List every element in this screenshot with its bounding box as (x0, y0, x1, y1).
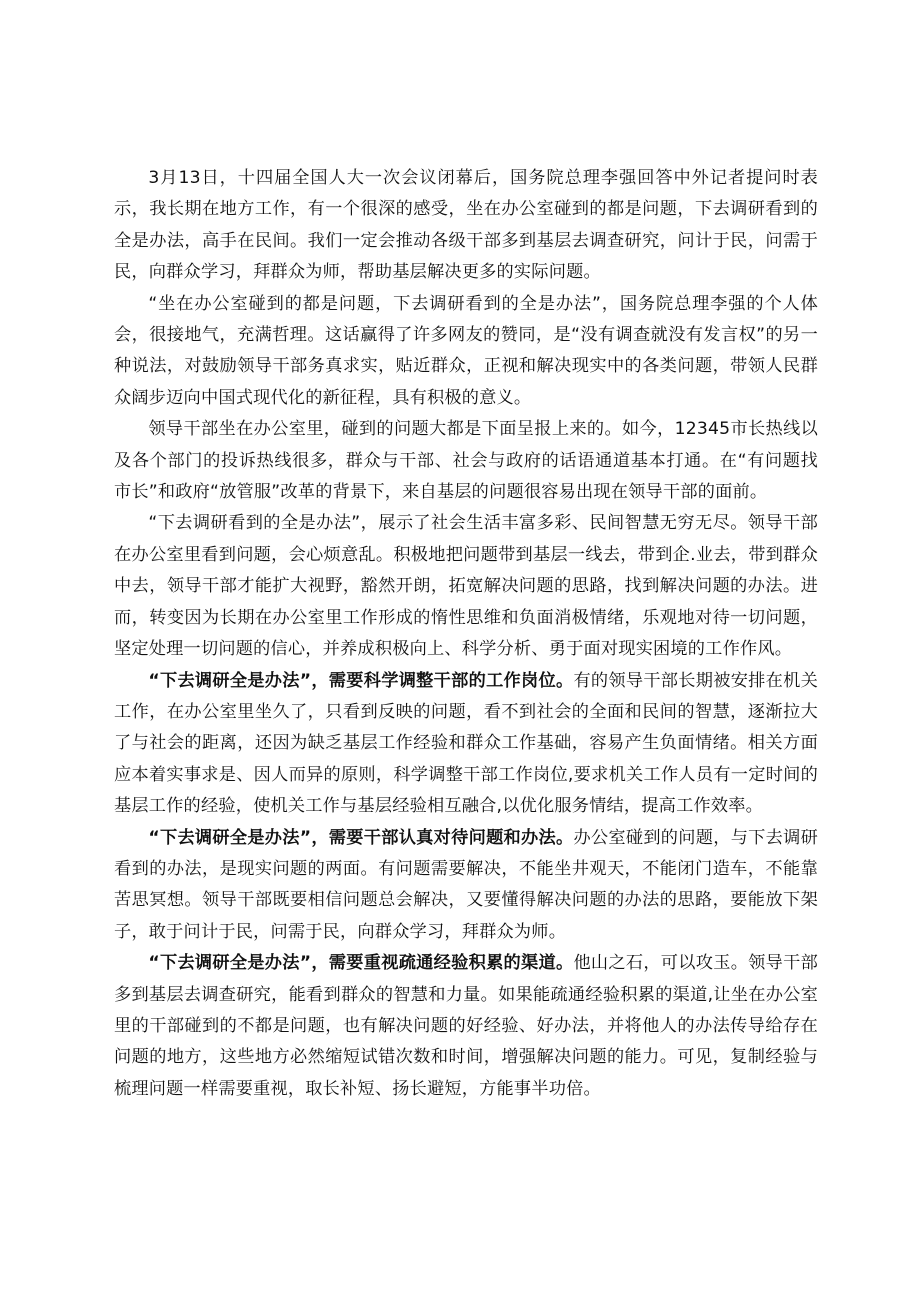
paragraph-text: 办公室碰到的问题，与下去调研看到的办法，是现实问题的两面。有问题需要解决，不能坐井观天，不能闭门造车，不能靠苦思冥想。领导干部既要相信问题总会解决，又要懂得解决问题的办法的思路，要能放下架子，敢于问计于民，问需于民，向群众学习，拜群众为师。 (114, 827, 818, 942)
paragraph-lead: “下去调研全是办法”，需要科学调整干部的工作岗位。 (148, 670, 574, 691)
paragraph-7 (114, 948, 818, 1105)
paragraph-text: 领导干部坐在办公室里，碰到的问题大都是下面呈报上来的。如今，12345市长热线以及各个部门的投诉热线很多，群众与干部、社会与政府的话语通道基本打通。在“有问题找市长”和政府“放管服”改革的背景下，来自基层的问题很容易出现在领导干部的面前。 (114, 419, 818, 503)
paragraph-2 (114, 289, 818, 415)
paragraph-5 (114, 666, 818, 823)
paragraph-6 (114, 823, 818, 949)
paragraph-3 (114, 414, 818, 508)
paragraph-text: “坐在办公室碰到的都是问题，下去调研看到的全是办法”，国务院总理李强的个人体会，很接地气，充满哲理。这话赢得了许多网友的赞同，是“没有调查就没有发言权”的另一种说法，对鼓励领导干部务真求实，贴近群众，正视和解决现实中的各类问题，带领人民群众阔步迈向中国式现代化的新征程，具有积极的意义。 (114, 293, 818, 408)
paragraph-1 (114, 163, 818, 289)
paragraph-text: 3月13日，十四届全国人大一次会议闭幕后，国务院总理李强回答中外记者提问时表示，我长期在地方工作，有一个很深的感受，坐在办公室碰到的都是问题，下去调研看到的全是办法，高手在民间。我们一定会推动各级干部多到基层去调查研究，问计于民，问需于民，向群众学习，拜群众为师，帮助基层解决更多的实际问题。 (114, 168, 818, 283)
paragraph-text: “下去调研看到的全是办法”，展示了社会生活丰富多彩、民间智慧无穷无尽。领导干部在办公室里看到问题，会心烦意乱。积极地把问题带到基层一线去，带到企.业去，带到群众中去，领导干部才能扩大视野，豁然开朗，拓宽解决问题的思路，找到解决问题的办法。进而，转变因为长期在办公室里工作形成的惰性思维和负面消极情绪，乐观地对待一切问题，坚定处理一切问题的信心，并养成积极向上、科学分析、勇于面对现实困境的工作作风。 (114, 513, 818, 660)
paragraph-text: 他山之石，可以攻玉。领导干部多到基层去调查研究，能看到群众的智慧和力量。如果能疏通经验积累的渠道,让坐在办公室里的干部碰到的不都是问题，也有解决问题的好经验、好办法，并将他人的办法传导给存在问题的地方，这些地方必然缩短试错次数和时间，增强解决问题的能力。可见，复制经验与梳理问题一样需要重视，取长补短、扬长避短，方能事半功倍。 (114, 953, 818, 1099)
paragraph-text: 有的领导干部长期被安排在机关工作，在办公室里坐久了，只看到反映的问题，看不到社会的全面和民间的智慧，逐渐拉大了与社会的距离，还因为缺乏基层工作经验和群众工作基础，容易产生负面情绪。相关方面应本着实事求是、因人而异的原则，科学调整干部工作岗位,要求机关工作人员有一定时间的基层工作的经验，使机关工作与基层经验相互融合,以优化服务情结，提高工作效率。 (114, 670, 818, 817)
paragraph-lead: “下去调研全是办法”，需要重视疏通经验积累的渠道。 (148, 953, 574, 974)
paragraph-4 (114, 508, 818, 665)
paragraph-lead: “下去调研全是办法”，需要干部认真对待问题和办法。 (148, 827, 574, 848)
article-body (114, 163, 818, 1105)
